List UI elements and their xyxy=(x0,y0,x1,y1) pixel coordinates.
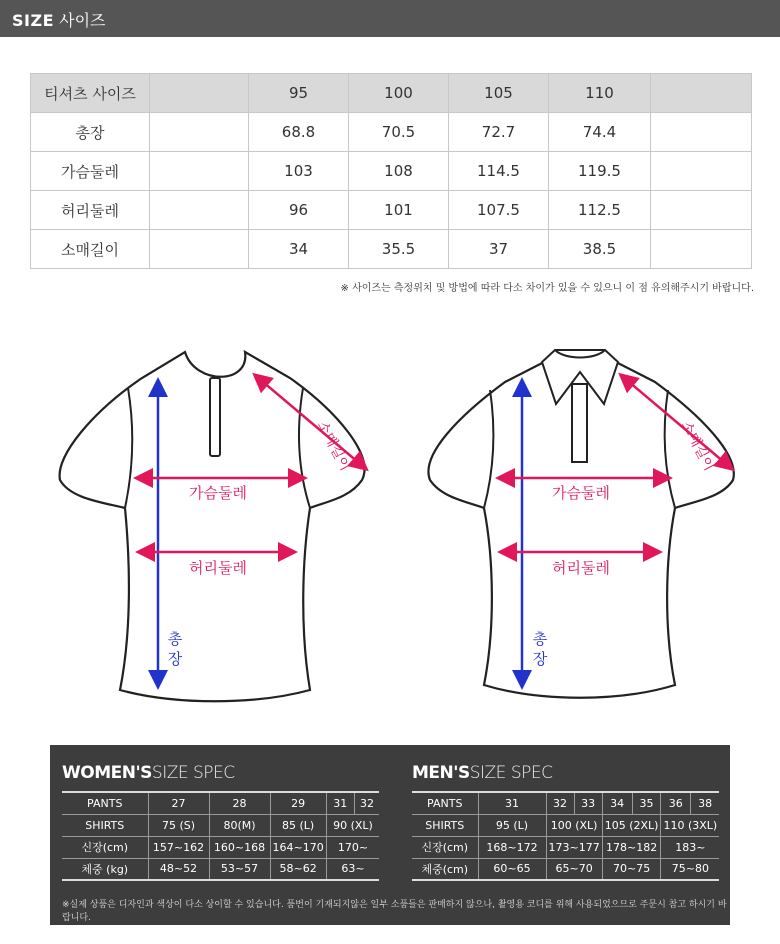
zipper xyxy=(210,378,220,456)
waist-label: 허리둘레 xyxy=(552,559,610,577)
table-cell: PANTS xyxy=(62,792,148,814)
size-table-header-cell: 100 xyxy=(349,74,449,113)
table-cell: 75~80 xyxy=(661,858,719,880)
length-label: 총 xyxy=(532,630,548,648)
table-cell: 체중(cm) xyxy=(412,858,478,880)
table-cell: 60~65 xyxy=(478,858,546,880)
size-table-header-cell: 95 xyxy=(249,74,349,113)
size-table-header-row xyxy=(31,74,752,113)
table-cell: 가슴둘레 xyxy=(31,152,150,191)
table-cell: 48~52 xyxy=(148,858,209,880)
table-cell: 108 xyxy=(349,152,449,191)
table-cell xyxy=(150,230,249,269)
table-cell: 75 (S) xyxy=(148,814,209,836)
table-row xyxy=(412,858,719,880)
table-cell: 65~70 xyxy=(546,858,602,880)
section-title: SIZE 사이즈 xyxy=(12,11,106,30)
table-row xyxy=(412,814,719,836)
table-cell: 103 xyxy=(249,152,349,191)
table-cell: 74.4 xyxy=(549,113,651,152)
table-cell: 170~ xyxy=(326,836,379,858)
table-cell: 31 xyxy=(326,792,354,814)
womens-shirt-figure xyxy=(60,352,365,701)
size-table-header-cell xyxy=(150,74,249,113)
table-cell: 168~172 xyxy=(478,836,546,858)
womens-spec-title: WOMEN'SSIZE SPEC xyxy=(62,763,235,783)
table-cell: PANTS xyxy=(412,792,478,814)
table-cell: 70~75 xyxy=(602,858,661,880)
table-row xyxy=(62,814,379,836)
table-cell: 체중 (kg) xyxy=(62,858,148,880)
table-row xyxy=(62,792,379,814)
table-cell: 95 (L) xyxy=(478,814,546,836)
table-cell: SHIRTS xyxy=(62,814,148,836)
womens-spec-table xyxy=(62,791,379,881)
table-cell: 114.5 xyxy=(449,152,549,191)
spec-footnote: ※실제 상품은 디자인과 색상이 다소 상이할 수 있습니다. 품번이 기재되지않은 일부 소품들은 판매하지 않으나, 촬영용 코디를 위해 사용되었으므로 주문시 참고 하시기 바랍니다. xyxy=(62,900,727,923)
table-cell: 63~ xyxy=(326,858,379,880)
length-label: 총 xyxy=(167,630,183,648)
size-table-header-cell: 티셔츠 사이즈 xyxy=(31,74,150,113)
table-cell: 119.5 xyxy=(549,152,651,191)
placket xyxy=(572,384,587,462)
mens-spec-title: MEN'SSIZE SPEC xyxy=(412,763,553,783)
shirt-measurement-diagrams xyxy=(0,330,780,710)
sleeve-label: 소매길이 xyxy=(313,418,354,474)
table-cell: 31 xyxy=(478,792,546,814)
table-cell: 53~57 xyxy=(209,858,270,880)
table-cell: 70.5 xyxy=(349,113,449,152)
table-cell: 160~168 xyxy=(209,836,270,858)
table-cell: 85 (L) xyxy=(270,814,326,836)
table-cell: 100 (XL) xyxy=(546,814,602,836)
table-cell: 36 xyxy=(661,792,691,814)
table-cell: 29 xyxy=(270,792,326,814)
table-cell: 183~ xyxy=(661,836,719,858)
table-row xyxy=(412,792,719,814)
length-label: 장 xyxy=(167,650,183,668)
table-cell: 107.5 xyxy=(449,191,549,230)
table-cell: 157~162 xyxy=(148,836,209,858)
table-row xyxy=(412,836,719,858)
table-cell: 32 xyxy=(546,792,574,814)
chest-label: 가슴둘레 xyxy=(189,484,247,502)
table-cell xyxy=(150,191,249,230)
chest-label: 가슴둘레 xyxy=(552,484,610,502)
table-cell: 35 xyxy=(632,792,661,814)
shirt-outline xyxy=(60,352,365,701)
table-cell: 90 (XL) xyxy=(326,814,379,836)
size-note: ※ 사이즈는 측정위치 및 방법에 따라 다소 차이가 있을 수 있으니 이 점 유의해주시기 바랍니다. xyxy=(340,283,754,294)
table-row xyxy=(31,152,752,191)
table-cell: 32 xyxy=(354,792,379,814)
table-cell: 허리둘레 xyxy=(31,191,150,230)
table-cell: 101 xyxy=(349,191,449,230)
size-table xyxy=(30,73,752,269)
table-row xyxy=(62,836,379,858)
table-cell: 72.7 xyxy=(449,113,549,152)
table-cell: 총장 xyxy=(31,113,150,152)
table-cell: 28 xyxy=(209,792,270,814)
table-cell: 164~170 xyxy=(270,836,326,858)
table-row xyxy=(31,191,752,230)
sleeve-arrow xyxy=(622,376,731,468)
table-row xyxy=(31,113,752,152)
table-cell xyxy=(651,191,752,230)
length-label: 장 xyxy=(532,650,548,668)
mens-shirt-figure xyxy=(428,350,733,698)
size-table-header-cell: 110 xyxy=(549,74,651,113)
table-cell: 35.5 xyxy=(349,230,449,269)
table-cell: 112.5 xyxy=(549,191,651,230)
table-cell: 38.5 xyxy=(549,230,651,269)
table-cell: SHIRTS xyxy=(412,814,478,836)
table-cell: 27 xyxy=(148,792,209,814)
size-spec-panel xyxy=(50,745,730,925)
table-row xyxy=(62,858,379,880)
table-cell: 38 xyxy=(691,792,720,814)
table-cell: 신장(cm) xyxy=(62,836,148,858)
table-cell: 110 (3XL) xyxy=(661,814,719,836)
table-cell xyxy=(651,152,752,191)
size-table-header-cell: 105 xyxy=(449,74,549,113)
waist-label: 허리둘레 xyxy=(189,559,247,577)
table-row xyxy=(31,230,752,269)
sleeve-arrow xyxy=(256,376,365,468)
table-cell: 178~182 xyxy=(602,836,661,858)
table-cell: 신장(cm) xyxy=(412,836,478,858)
table-cell: 34 xyxy=(602,792,632,814)
table-cell xyxy=(651,230,752,269)
table-cell: 105 (2XL) xyxy=(602,814,661,836)
table-cell: 173~177 xyxy=(546,836,602,858)
table-cell xyxy=(651,113,752,152)
table-cell: 37 xyxy=(449,230,549,269)
table-cell: 33 xyxy=(574,792,602,814)
table-cell: 96 xyxy=(249,191,349,230)
table-cell xyxy=(150,152,249,191)
sleeve-label: 소매길이 xyxy=(677,418,718,474)
table-cell: 34 xyxy=(249,230,349,269)
table-cell: 80(M) xyxy=(209,814,270,836)
size-table-header-cell xyxy=(651,74,752,113)
mens-spec-table xyxy=(412,791,719,881)
table-cell: 소매길이 xyxy=(31,230,150,269)
shirt-outline xyxy=(428,360,733,698)
table-cell: 68.8 xyxy=(249,113,349,152)
section-header xyxy=(0,0,780,37)
table-cell xyxy=(150,113,249,152)
table-cell: 58~62 xyxy=(270,858,326,880)
